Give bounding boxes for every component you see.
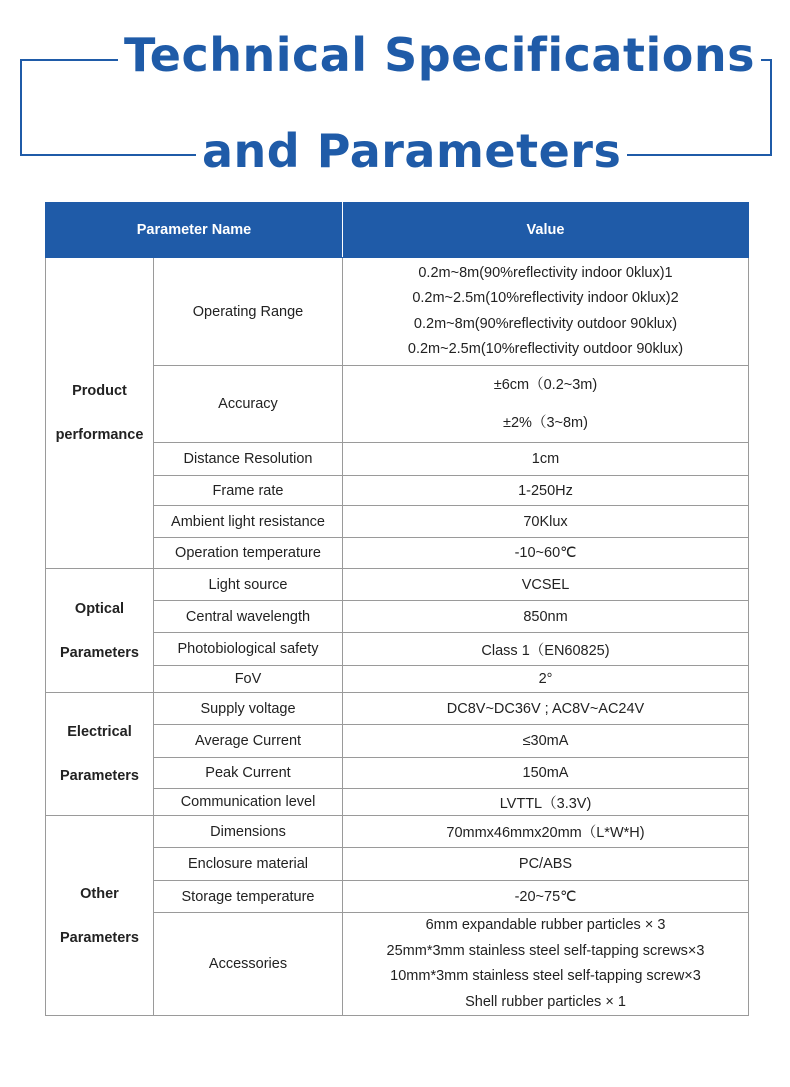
table-row [46,569,749,601]
value-line: 0.2m~2.5m(10%reflectivity outdoor 90klux) [407,341,684,357]
param-name: Dimensions [154,816,343,848]
param-value: LVTTL（3.3V) [343,789,749,816]
param-name: Accessories [154,913,343,1016]
param-value: 150mA [343,758,749,789]
value-line: 25mm*3mm stainless steel self-tapping screws×3 [386,942,705,959]
param-name: FoV [154,666,343,693]
category-electrical-parameters [46,693,154,816]
category-label: performance [55,427,144,443]
param-name: Supply voltage [154,693,343,725]
category-label: Parameters [60,644,139,661]
header-value: Value [343,203,749,258]
spec-table [45,202,749,1016]
page-title-line1: Technical Specifications [118,32,761,78]
param-value: VCSEL [343,569,749,601]
page-title-line2: and Parameters [196,128,627,174]
param-name: Accuracy [154,366,343,443]
table-header-row [46,203,749,258]
param-name: Frame rate [154,476,343,506]
param-value [343,366,749,443]
param-name: Light source [154,569,343,601]
param-value: -20~75℃ [343,881,749,913]
param-value: -10~60℃ [343,538,749,569]
param-value: 1-250Hz [343,476,749,506]
category-label: Parameters [60,768,139,784]
value-line: ±6cm（0.2~3m) [493,377,598,393]
param-value: 850nm [343,601,749,633]
table-row [46,816,749,848]
param-name: Photobiological safety [154,633,343,666]
param-name: Peak Current [154,758,343,789]
param-value: 70Klux [343,506,749,538]
table-row [46,258,749,366]
value-line: 0.2m~2.5m(10%reflectivity indoor 0klux)2 [412,290,679,306]
param-value: Class 1（EN60825) [343,633,749,666]
param-value: 70mmx46mmx20mm（L*W*H) [343,816,749,848]
param-name: Communication level [154,789,343,816]
title-frame-right [770,59,772,154]
param-name: Ambient light resistance [154,506,343,538]
param-value: DC8V~DC36V ; AC8V~AC24V [343,693,749,725]
param-name: Enclosure material [154,848,343,881]
category-label: Other [80,885,119,902]
value-line: Shell rubber particles × 1 [465,993,626,1010]
param-name: Central wavelength [154,601,343,633]
param-value: 2° [343,666,749,693]
param-name: Operating Range [154,258,343,366]
param-name: Operation temperature [154,538,343,569]
param-value: 1cm [343,443,749,476]
param-value: PC/ABS [343,848,749,881]
value-line: ±2%（3~8m) [503,415,588,431]
category-optical-parameters [46,569,154,693]
param-value [343,258,749,366]
category-label: Electrical [67,724,132,740]
category-label: Parameters [60,929,139,946]
param-value [343,913,749,1016]
category-label: Product [72,383,127,399]
param-name: Distance Resolution [154,443,343,476]
value-line: 10mm*3mm stainless steel self-tapping screw×3 [390,968,701,984]
title-frame-left [20,59,22,154]
param-name: Storage temperature [154,881,343,913]
param-value: ≤30mA [343,725,749,758]
param-name: Average Current [154,725,343,758]
category-other-parameters [46,816,154,1016]
header-parameter-name: Parameter Name [46,203,343,258]
value-line: 0.2m~8m(90%reflectivity outdoor 90klux) [413,315,678,332]
category-label: Optical [74,600,125,617]
value-line: 6mm expandable rubber particles × 3 [425,917,666,933]
table-row [46,693,749,725]
category-product-performance [46,258,154,569]
value-line: 0.2m~8m(90%reflectivity indoor 0klux)1 [418,264,673,281]
